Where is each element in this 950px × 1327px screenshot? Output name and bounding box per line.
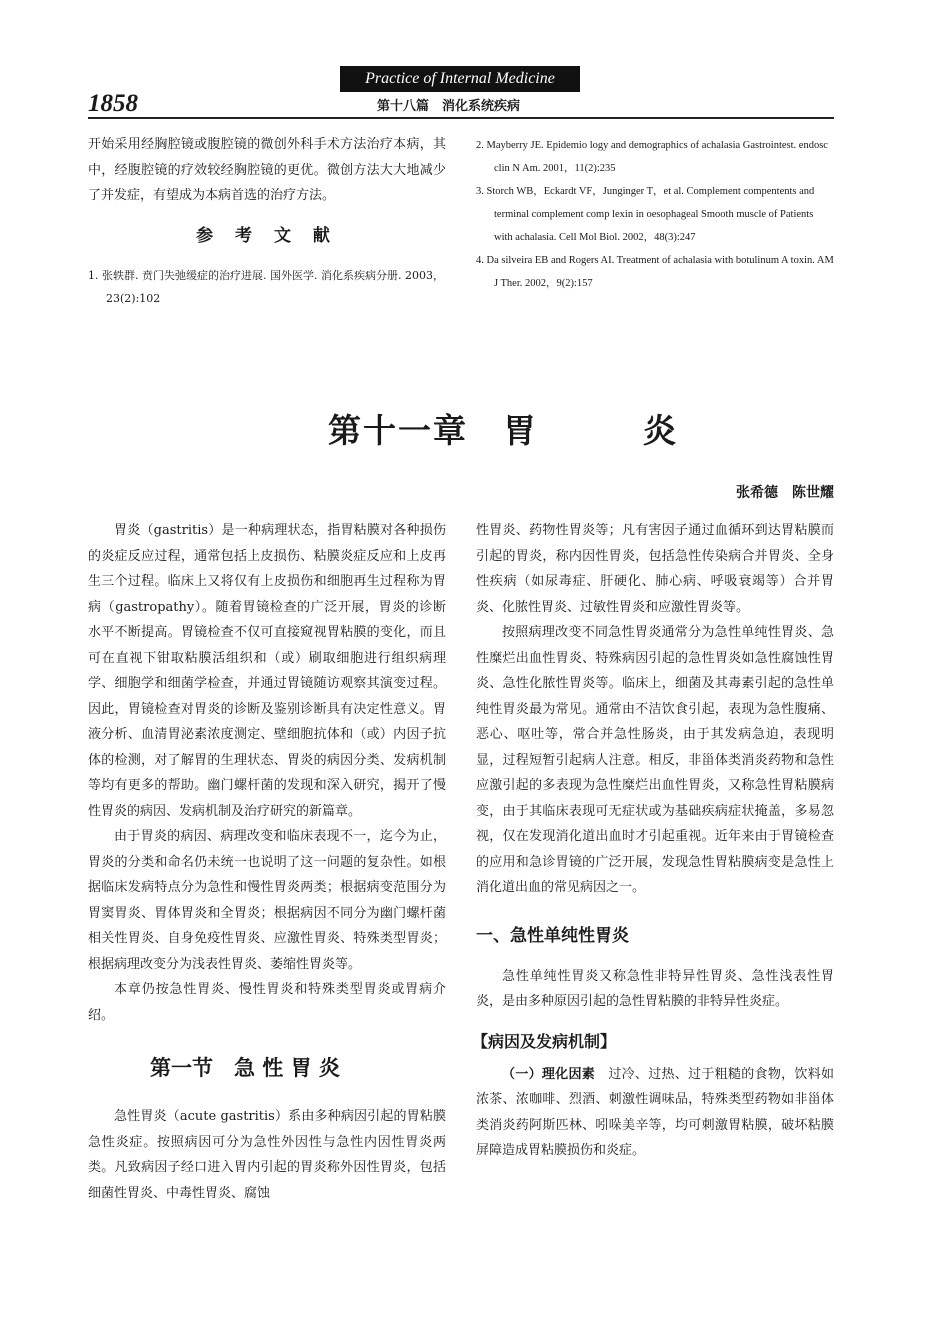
- body-paragraph: 本章仍按急性胃炎、慢性胃炎和特殊类型胃炎或胃病介绍。: [88, 982, 446, 1023]
- reference-item: 1. 张轶群. 贲门失弛缓症的治疗进展. 国外医学. 消化系疾病分册. 2003，23(2):102: [88, 268, 444, 305]
- paragraph-label: （一）理化因素: [502, 1066, 596, 1082]
- subsection-title: 一、急性单纯性胃炎: [476, 925, 629, 946]
- body-paragraph: 性胃炎、药物性胃炎等；凡有害因子通过血循环到达胃粘膜而引起的胃炎，称内因性胃炎，包括急性传染病合并胃炎、全身性疾病（如尿毒症、肝硬化、肺心病、呼吸衰竭等）合并胃炎、化脓性胃炎、过敏性胃炎和应激性胃炎等。: [476, 523, 834, 615]
- reference-item: 4. Da silveira EB and Rogers AI. Treatment of achalasia with botulinum A toxin. AM J Ther. 2002，9(2):157: [476, 255, 834, 289]
- body-paragraph: [476, 1062, 834, 1164]
- chapter-title: 第十一章 胃 炎: [328, 411, 678, 450]
- chapter-authors: 张希德 陈世耀: [736, 485, 834, 501]
- running-head: 第十八篇 消化系统疾病: [377, 99, 521, 114]
- journal-banner: Practice of Internal Medicine: [340, 66, 580, 92]
- body-paragraph: 胃炎（gastritis）是一种病理状态，指胃粘膜对各种损伤的炎症反应过程，通常包括上皮损伤、粘膜炎症反应和上皮再生三个过程。临床上又将仅有上皮损伤和细胞再生过程称为胃病（gastropathy）。随着胃镜检查的广泛开展，胃炎的诊断水平不断提高。胃镜检查不仅可直接窥视胃粘膜的变化，而且可在直视下钳取粘膜活组织和（或）刷取细胞进行组织病理学、细胞学和细菌学检查，并通过胃镜随访观察其演变过程。因此，胃镜检查对胃炎的诊断及鉴别诊断具有决定性意义。胃液分析、血清胃泌素浓度测定、壁细胞抗体和（或）内因子抗体的检测，对了解胃的生理状态、胃炎的病因分类、发病机制等均有更多的帮助。幽门螺杆菌的发现和深入研究，揭开了慢性胃炎的病因、发病机制及治疗研究的新篇章。: [88, 523, 446, 819]
- left-body-column: [88, 518, 446, 1206]
- reference-item: 3. Storch WB，Eckardt VF，Junginger T，et al. Complement compentents and terminal complement comp lexin in oesophageal Smooth muscle of Patients with achalasia. Cell Mol Biol. 2002，48(3):247: [476, 186, 815, 243]
- section-title: 第一节 急 性 胃 炎: [150, 1056, 340, 1080]
- body-paragraph: 急性单纯性胃炎又称急性非特异性胃炎、急性浅表性胃炎，是由多种原因引起的急性胃粘膜的非特异性炎症。: [476, 968, 834, 1009]
- body-paragraph: 急性胃炎（acute gastritis）系由多种病因引起的胃粘膜急性炎症。按照病因可分为急性外因性与急性内因性胃炎两类。凡致病因子经口进入胃内引起的胃炎称外因性胃炎，包括细菌性胃炎、中毒性胃炎、腐蚀: [88, 1109, 446, 1201]
- body-paragraph: 按照病理改变不同急性胃炎通常分为急性单纯性胃炎、急性糜烂出血性胃炎、特殊病因引起的急性胃炎如急性腐蚀性胃炎、急性化脓性胃炎等。临床上，细菌及其毒素引起的急性单纯性胃炎最为常见。通常由不洁饮食引起，表现为急性腹痛、恶心、呕吐等，常合并急性肠炎，由于其发病急迫，表现明显，过程短暂引起病人注意。相反，非甾体类消炎药物和急性应激引起的多表现为急性糜烂出血性胃炎，又称急性胃粘膜病变，由于其临床表现可无症状或为基础疾病症状掩盖，多易忽视，仅在发现消化道出血时才引起重视。近年来由于胃镜检查的应用和急诊胃镜的广泛开展，发现急性胃粘膜病变是急性上消化道出血的常见病因之一。: [476, 625, 834, 895]
- continuation-paragraph: 开始采用经胸腔镜或腹腔镜的微创外科手术方法治疗本病，其中，经腹腔镜的疗效较经胸腔镜的更优。微创方法大大地减少了并发症，有望成为本病首选的治疗方法。: [88, 137, 446, 203]
- header-rule: [88, 117, 834, 119]
- body-paragraph: 由于胃炎的病因、病理改变和临床表现不一，迄今为止，胃炎的分类和命名仍未统一也说明了这一问题的复杂性。如根据临床发病特点分为急性和慢性胃炎两类；根据病变范围分为胃窦胃炎、胃体胃炎和全胃炎；根据病因不同分为幽门螺杆菌相关性胃炎、自身免疫性胃炎、应激性胃炎、特殊类型胃炎；根据病理改变分为浅表性胃炎、萎缩性胃炎等。: [88, 829, 446, 972]
- paragraph-text: 过冷、过热、过于粗糙的食物，饮料如浓茶、浓咖啡、烈酒、刺激性调味品，特殊类型药物如非甾体类消炎药阿斯匹林、吲哚美辛等，均可刺激胃粘膜，破坏粘膜屏障造成胃粘膜损伤和炎症。: [476, 1066, 834, 1158]
- top-right-references: [476, 134, 834, 295]
- top-left-column: [88, 132, 446, 310]
- references-title: 参 考 文 献: [196, 225, 338, 246]
- right-body-column: [472, 518, 834, 1164]
- reference-item: 2. Mayberry JE. Epidemio logy and demographics of achalasia Gastrointest. endosc clin N Am. 2001，11(2):235: [476, 140, 828, 174]
- page-number: 1858: [88, 90, 138, 117]
- bracket-heading: 【病因及发病机制】: [472, 1031, 617, 1051]
